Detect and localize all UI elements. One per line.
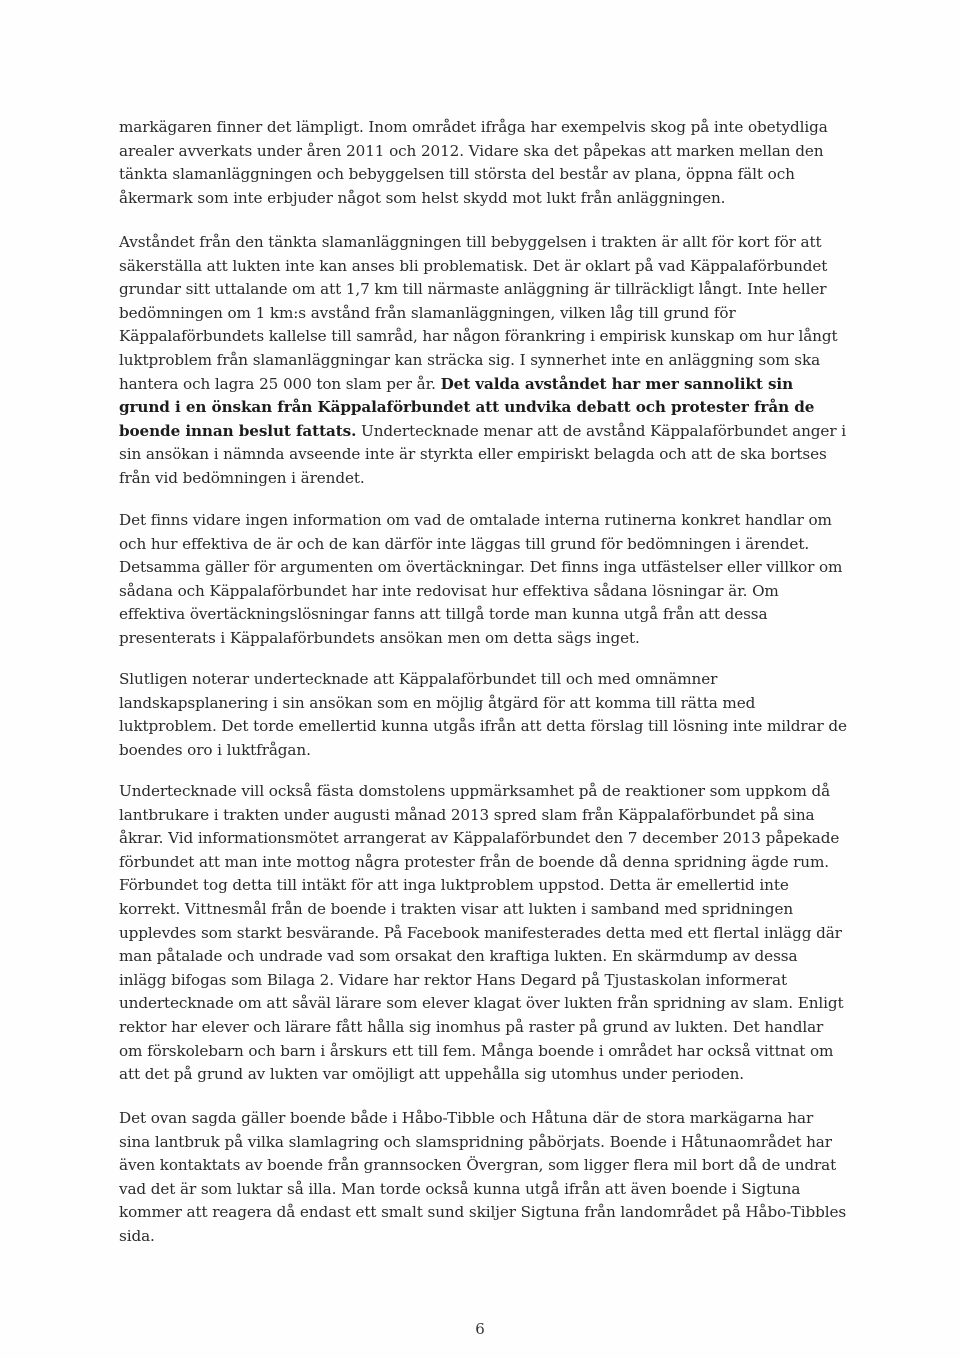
- paragraph-2-text-before: Avståndet från den tänkta slamanläggningen till bebyggelsen i trakten är allt för kort för att säkerställa att lukten inte kan anses bli problematisk. Det är oklart på vad Käppalaförbundet grundar sitt uttalande om att 1,7 km till närmaste anläggning är tillräckligt långt. Inte heller bedömningen om 1 km:s avstånd från slamanläggningen, vilken låg till grund för Käppalaförbundets kallelse till samråd, har någon förankring i empirisk kunskap om hur långt luktproblem från slamanläggningar kan sträcka sig. I synnerhet inte en anläggning som ska hantera och lagra 25 000 ton slam per år.: [119, 233, 838, 393]
- paragraph-4: [119, 668, 847, 762]
- paragraph-3-text: Det finns vidare ingen information om vad de omtalade interna rutinerna konkret handlar om och hur effektiva de är och de kan därför inte läggas till grund för bedömningen i ärendet. Detsamma gäller för argumenten om övertäckningar. Det finns inga utfästelser eller villkor om sådana och Käppalaförbundet har inte redovisat hur effektiva sådana lösningar är. Om effektiva övertäckningslösningar fanns att tillgå torde man kunna utgå från att dessa presenterats i Käppalaförbundets ansökan men om detta sägs inget.: [119, 511, 843, 647]
- paragraph-6-text: Det ovan sagda gäller boende både i Håbo-Tibble och Håtuna där de stora markägarna har sina lantbruk på vilka slamlagring och slamspridning påbörjats. Boende i Håtunaområdet har även kontaktats av boende från grannsocken Övergran, som ligger flera mil bort då de undrat vad det är som luktar så illa. Man torde också kunna utgå ifrån att även boende i Sigtuna kommer att reagera då endast ett smalt sund skiljer Sigtuna från landområdet på Håbo-Tibbles sida.: [119, 1109, 847, 1245]
- paragraph-2: [119, 231, 847, 491]
- paragraph-1: [119, 116, 847, 210]
- paragraph-2-bold-text: Det valda avståndet har mer sannolikt sin grund i en önskan från Käppalaförbundet att undvika debatt och protester från de boende innan beslut fattats.: [119, 374, 815, 440]
- paragraph-2-text-after: Undertecknade menar att de avstånd Käppalaförbundet anger i sin ansökan i nämnda avseende inte är styrkta eller empiriskt belagda och att de ska bortses från vid bedömningen i ärendet.: [119, 421, 846, 487]
- paragraph-3: [119, 509, 847, 651]
- paragraph-6: [119, 1107, 847, 1249]
- paragraph-1-text: markägaren finner det lämpligt. Inom området ifråga har exempelvis skog på inte obetydliga arealer avverkats under åren 2011 och 2012. Vidare ska det påpekas att marken mellan den tänkta slamanläggningen och bebyggelsen till största del består av plana, öppna fält och åkermark som inte erbjuder något som helst skydd mot lukt från anläggningen.: [119, 118, 828, 207]
- paragraph-5: [119, 780, 847, 1087]
- paragraph-4-text: Slutligen noterar undertecknade att Käppalaförbundet till och med omnämner landskapsplanering i sin ansökan som en möjlig åtgärd för att komma till rätta med luktproblem. Det torde emellertid kunna utgås ifrån att detta förslag till lösning inte mildrar de boendes oro i luktfrågan.: [119, 670, 847, 759]
- page-number: 6: [475, 1320, 485, 1338]
- paragraph-5-text: Undertecknade vill också fästa domstolens uppmärksamhet på de reaktioner som uppkom då lantbrukare i trakten under augusti månad 2013 spred slam från Käppalaförbundet på sina åkrar. Vid informationsmötet arrangerat av Käppalaförbundet den 7 december 2013 påpekade förbundet att man inte mottog några protester från de boende då denna spridning ägde rum. Förbundet tog detta till intäkt för att inga luktproblem uppstod. Detta är emellertid inte korrekt. Vittnesmål från de boende i trakten visar att lukten i samband med spridningen upplevdes som starkt besvärande. På Facebook manifesterades detta med ett flertal inlägg där man påtalade och undrade vad som orsakat den kraftiga lukten. En skärmdump av dessa inlägg bifogas som Bilaga 2. Vidare har rektor Hans Degard på Tjustaskolan informerat undertecknade om att såväl lärare som elever klagat över lukten från spridning av slam. Enligt rektor har elever och lärare fått hålla sig inomhus på raster på grund av lukten. Det handlar om förskolebarn och barn i årskurs ett till fem. Många boende i området har också vittnat om att det på grund av lukten var omöjligt att uppehålla sig utomhus under perioden.: [119, 782, 844, 1084]
- paragraph-2-content: [119, 231, 847, 491]
